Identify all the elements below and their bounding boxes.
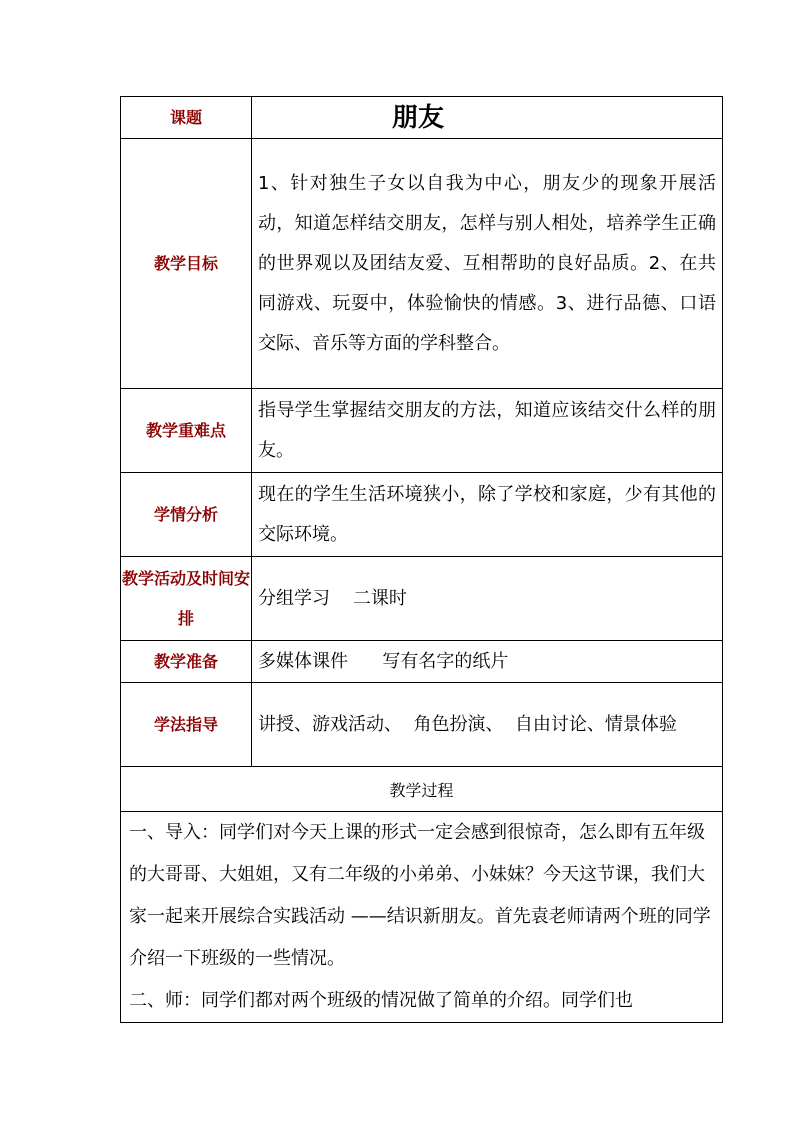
topic-row: [121, 97, 723, 139]
analysis-value: 现在的学生生活环境狭小，除了学校和家庭，少有其他的交际环境。: [252, 473, 723, 557]
key-points-label: 教学重难点: [121, 389, 252, 473]
process-header: 教学过程: [121, 767, 723, 812]
topic-label: 课题: [121, 97, 252, 139]
objectives-value: 1、针对独生子女以自我为中心，朋友少的现象开展活动，知道怎样结交朋友，怎样与别人相处，培养学生正确的世界观以及团结友爱、互相帮助的良好品质。2、在共同游戏、玩耍中，体验愉快的情感。3、进行品德、口语交际、音乐等方面的学科整合。: [252, 139, 723, 389]
process-body: [121, 812, 723, 1023]
key-points-value: 指导学生掌握结交朋友的方法，知道应该结交什么样的朋友。: [252, 389, 723, 473]
process-body-row: [121, 812, 723, 1023]
topic-value: 朋友: [252, 97, 723, 139]
analysis-row: [121, 473, 723, 557]
methods-row: [121, 683, 723, 767]
preparation-row: [121, 641, 723, 683]
methods-value: 讲授、游戏活动、 角色扮演、 自由讨论、情景体验: [252, 683, 723, 767]
methods-label: 学法指导: [121, 683, 252, 767]
activities-label: 教学活动及时间安排: [121, 557, 252, 641]
key-points-row: [121, 389, 723, 473]
activities-value: 分组学习 二课时: [252, 557, 723, 641]
objectives-label: 教学目标: [121, 139, 252, 389]
preparation-label: 教学准备: [121, 641, 252, 683]
preparation-value: 多媒体课件 写有名字的纸片: [252, 641, 723, 683]
analysis-label: 学情分析: [121, 473, 252, 557]
lesson-plan-table: [120, 96, 723, 1023]
process-paragraph-2: 二、师：同学们都对两个班级的情况做了简单的介绍。同学们也: [129, 990, 633, 1011]
activities-row: [121, 557, 723, 641]
process-header-row: [121, 767, 723, 812]
objectives-row: [121, 139, 723, 389]
process-paragraph-1: 一、导入：同学们对今天上课的形式一定会感到很惊奇，怎么即有五年级的大哥哥、大姐姐，又有二年级的小弟弟、小妹妹？今天这节课，我们大家一起来开展综合实践活动 ——结识新朋友。首先袁老师请两个班的同学介绍一下班级的一些情况。: [129, 822, 711, 969]
